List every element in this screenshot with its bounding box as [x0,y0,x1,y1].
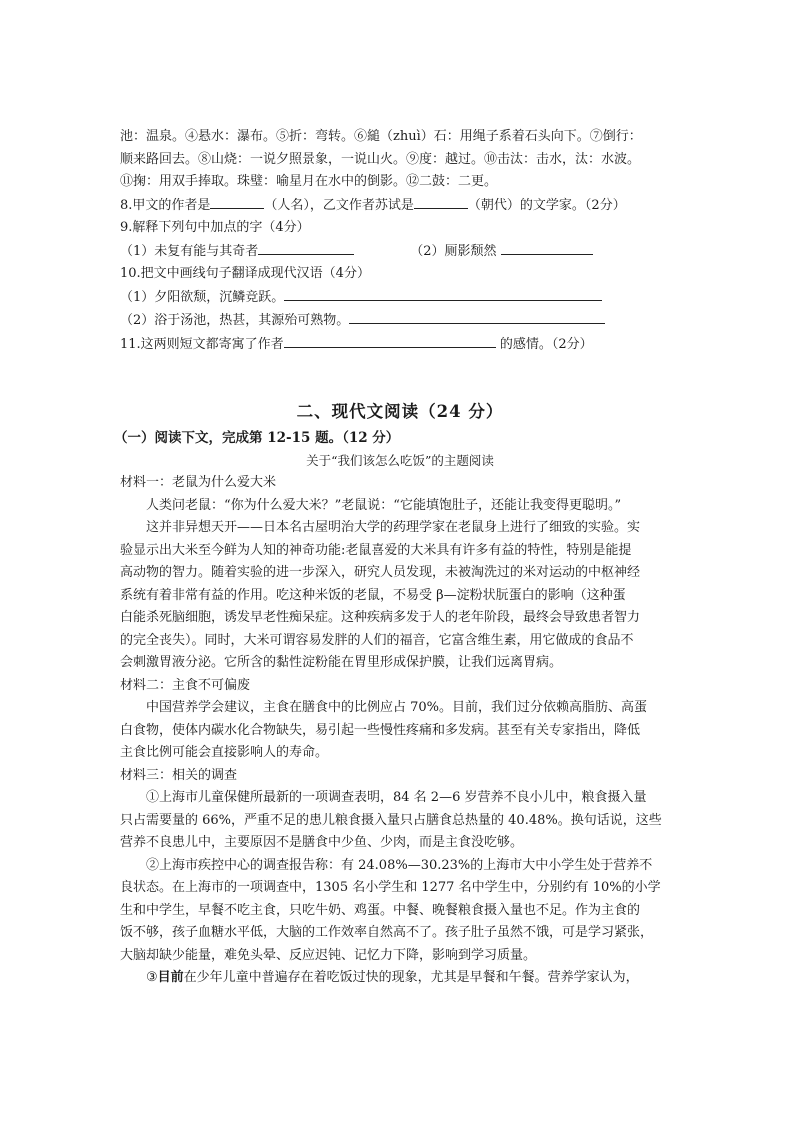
paragraph-line: 营养不良患儿中，主要原因不是膳食中少鱼、少肉，而是主食没吃够。 [120,835,524,850]
question-8: 8.甲文的作者是 （人名），乙文作者苏试是 （朝代）的文学家。（2分） [120,194,680,218]
question-11: 11.这两则短文都寄寓了作者 的感情。（2分） [120,333,680,357]
paragraph-line: 会刺激胃液分泌。它所含的黏性淀粉能在胃里形成保护膜，让我们远离胃病。 [120,655,563,670]
paragraph-line: 系统有着非常有益的作用。吃这种米饭的老鼠，不易受 β—淀粉状朊蛋白的影响（这种蛋 [120,587,626,603]
material-title: 材料一：老鼠为什么爱大米 [120,475,277,490]
paragraph-line: ①上海市儿童保健所最新的一项调查表明，84 名 2—6 岁营养不良小儿中，粮食摄入量 [146,790,647,805]
question-10-title: 10.把文中画线句子翻译成现代汉语（4分） [120,266,370,281]
answer-blank[interactable] [284,286,602,301]
paragraph-line: 这并非异想天开——日本名古屋明治大学的药理学家在老鼠身上进行了细致的实验。实 [146,520,641,535]
paragraph-line: 良状态。在上海市的一项调查中，1305 名小学生和 1277 名中学生中，分别约有 10%的小学 [120,880,661,895]
paragraph-line: 大脑却缺少能量，难免头晕、反应迟钝、记忆力下降，影响到学习质量。 [120,947,537,963]
paragraph-line: 生和中学生，早餐不吃主食，只吃牛奶、鸡蛋。中餐、晚餐粮食摄入量也不足。作为主食的 [120,902,641,918]
answer-blank[interactable] [210,194,264,209]
page-content [114,126,680,990]
section-heading: 二、现代文阅读（24 分） [296,402,504,421]
question-9-title: 9.解释下列句中加点的字（4分） [120,220,310,235]
reading-title: 关于“我们该怎么吃饭”的主题阅读 [306,453,494,468]
paragraph-line: 中国营养学会建议，主食在膳食中的比例应占 70%。目前，我们过分依赖高脂肪、高蛋 [146,700,648,715]
question-10-item-2: （2）浴于汤池，热甚，其源殆可熟物。 [120,309,680,333]
material-title: 材料二：主食不可偏废 [120,677,251,693]
paragraph-line: 白食物，使体内碳水化合物缺失，易引起一些慢性疼痛和多发病。甚至有关专家指出，降低 [120,722,641,738]
paragraph-line: 高动物的智力。随着实验的进一步深入，研究人员发现，未被淘洗过的米对运动的中枢神经 [120,565,641,580]
answer-blank[interactable] [258,240,354,255]
answer-blank[interactable] [349,309,605,324]
paragraph-line: 白能杀死脑细胞，诱发早老性痴呆症。这种疾病多发于人的老年阶段，最终会导致患者智力 [120,610,641,625]
note-line: 顺来路回去。⑧山烧：一说夕照景象，一说山火。⑨度：越过。⑩击汰：击水，汰：水波。 [120,151,641,167]
note-line: 池：温泉。④悬水：瀑布。⑤折：弯转。⑥縋（zhuì）石：用绳子系着石头向下。⑦倒行： [120,129,642,144]
paragraph-line: ②上海市疾控中心的调查报告称：有 24.08%—30.23%的上海市大中小学生处于营养不 [146,857,653,873]
paragraph-line: 人类问老鼠：“你为什么爱大米？”老鼠说：“它能填饱肚子，还能让我变得更聪明。” [146,497,622,513]
note-line: ⑪掬：用双手捧取。珠璧：喻星月在水中的倒影。⑫二鼓：二更。 [120,174,498,189]
question-10-item-1: （1）夕阳欲颓，沉鳞竞跃。 [120,286,680,310]
question-9-items: （1）未复有能与其奇者 （2）厕影颓然 [120,240,680,264]
paragraph-line: 验显示出大米至今鲜为人知的神奇功能:老鼠喜爱的大米具有许多有益的特性，特别是能提 [120,542,632,558]
part-heading: （一）阅读下文，完成第 12-15 题。（12 分） [114,430,400,446]
paragraph-line: 主食比例可能会直接影响人的寿命。 [120,745,329,760]
paragraph-line: 的完全丧失）。同时，大米可谓容易发胖的人们的福音，它富含维生素，用它做成的食品不 [120,632,634,648]
paragraph-line: ③目前在少年儿童中普遍存在着吃饭过快的现象，尤其是早餐和午餐。营养学家认为， [146,970,639,985]
answer-blank[interactable] [414,194,468,209]
paragraph-line: 只占需要量的 66%，严重不足的患儿粮食摄入量只占膳食总热量的 40.48%。换句话说，这些 [120,812,662,828]
answer-blank[interactable] [284,333,496,348]
answer-blank[interactable] [501,240,593,255]
material-title: 材料三：相关的调查 [120,767,238,783]
paragraph-line: 饭不够，孩子血糖水平低，大脑的工作效率自然高不了。孩子肚子虽然不饿，可是学习紧张， [120,925,654,940]
